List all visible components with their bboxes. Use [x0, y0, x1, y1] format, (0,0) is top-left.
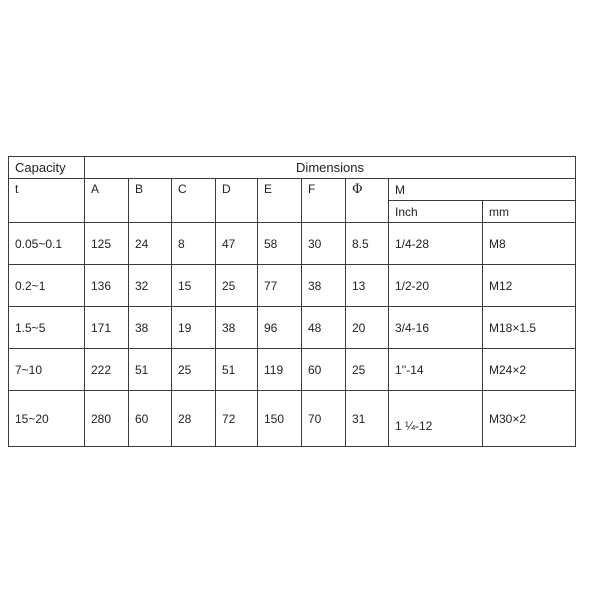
cell-e: 58 [258, 223, 302, 265]
cell-e: 77 [258, 265, 302, 307]
col-f-header: F [302, 179, 346, 223]
cell-c: 19 [172, 307, 216, 349]
cell-phi: 31 [346, 391, 389, 447]
dimensions-table [8, 156, 576, 447]
cell-e: 150 [258, 391, 302, 447]
col-a-header: A [85, 179, 129, 223]
cell-f: 60 [302, 349, 346, 391]
cell-a: 222 [85, 349, 129, 391]
table-row [9, 307, 576, 349]
cell-f: 48 [302, 307, 346, 349]
cell-t: 7~10 [9, 349, 85, 391]
table-row [9, 349, 576, 391]
table-row [9, 391, 576, 447]
cell-a: 171 [85, 307, 129, 349]
dimensions-header: Dimensions [85, 157, 576, 179]
cell-c: 8 [172, 223, 216, 265]
cell-b: 60 [129, 391, 172, 447]
cell-mm: M12 [483, 265, 576, 307]
cell-e: 96 [258, 307, 302, 349]
header-row-2 [9, 179, 576, 201]
col-c-header: C [172, 179, 216, 223]
cell-c: 28 [172, 391, 216, 447]
cell-d: 51 [216, 349, 258, 391]
col-b-header: B [129, 179, 172, 223]
cell-phi: 25 [346, 349, 389, 391]
cell-t: 0.05~0.1 [9, 223, 85, 265]
header-row-1 [9, 157, 576, 179]
col-e-header: E [258, 179, 302, 223]
cell-mm: M30×2 [483, 391, 576, 447]
table-row [9, 223, 576, 265]
cell-a: 136 [85, 265, 129, 307]
cell-f: 38 [302, 265, 346, 307]
cell-d: 47 [216, 223, 258, 265]
cell-b: 24 [129, 223, 172, 265]
cell-inch: 1/4-28 [389, 223, 483, 265]
cell-e: 119 [258, 349, 302, 391]
cell-d: 25 [216, 265, 258, 307]
table-row [9, 265, 576, 307]
cell-b: 38 [129, 307, 172, 349]
cell-d: 38 [216, 307, 258, 349]
cell-a: 125 [85, 223, 129, 265]
col-m-header: M [389, 179, 576, 201]
col-mm-header: mm [483, 201, 576, 223]
cell-a: 280 [85, 391, 129, 447]
cell-t: 0.2~1 [9, 265, 85, 307]
cell-phi: 8.5 [346, 223, 389, 265]
cell-phi: 20 [346, 307, 389, 349]
cell-mm: M8 [483, 223, 576, 265]
unit-t-header: t [9, 179, 85, 223]
cell-f: 30 [302, 223, 346, 265]
cell-inch: 1 ¼-12 [389, 391, 483, 447]
cell-inch: 3/4-16 [389, 307, 483, 349]
cell-b: 32 [129, 265, 172, 307]
cell-c: 25 [172, 349, 216, 391]
cell-mm: M18×1.5 [483, 307, 576, 349]
cell-mm: M24×2 [483, 349, 576, 391]
cell-f: 70 [302, 391, 346, 447]
cell-c: 15 [172, 265, 216, 307]
col-d-header: D [216, 179, 258, 223]
cell-inch: 1/2-20 [389, 265, 483, 307]
cell-phi: 13 [346, 265, 389, 307]
cell-b: 51 [129, 349, 172, 391]
cell-t: 1.5~5 [9, 307, 85, 349]
capacity-header: Capacity [9, 157, 85, 179]
col-phi-header: Φ [346, 179, 389, 223]
cell-t: 15~20 [9, 391, 85, 447]
cell-inch: 1''-14 [389, 349, 483, 391]
cell-d: 72 [216, 391, 258, 447]
col-inch-header: Inch [389, 201, 483, 223]
